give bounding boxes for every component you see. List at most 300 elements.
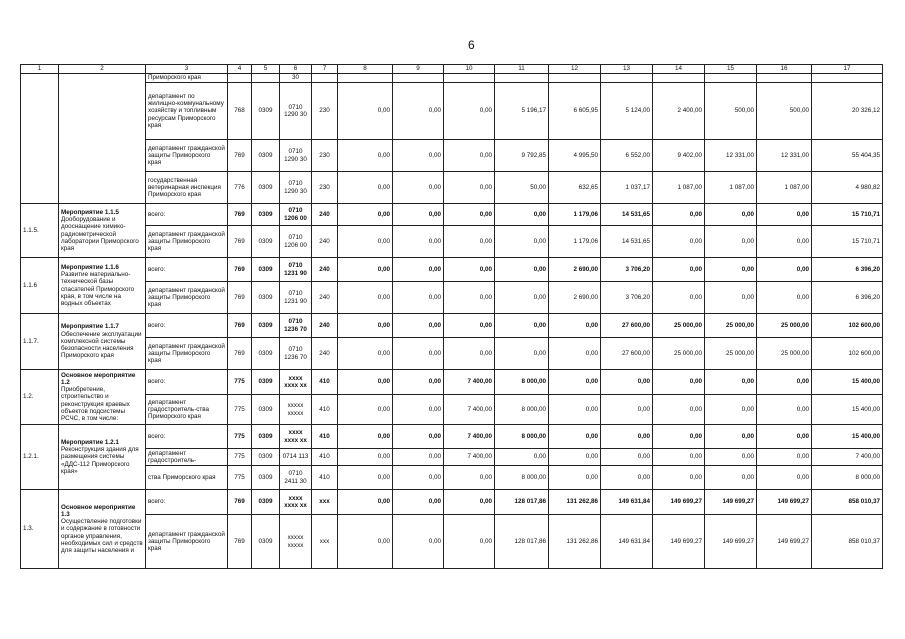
cell-value: 14 531,65 <box>601 226 653 258</box>
cell-value: 0,00 <box>393 490 444 515</box>
column-header: 5 <box>252 65 280 74</box>
activity-description: Обеспечение эксплуатации комплексной системы безопасности населения Приморского края <box>61 330 142 360</box>
cell-value: 50,00 <box>495 172 549 204</box>
cell-value: 0,00 <box>338 282 393 314</box>
table-row <box>21 258 883 282</box>
cell-executor: всего: <box>146 258 228 282</box>
cell-value: 0,00 <box>338 449 393 466</box>
cell-value: 0,00 <box>549 338 601 370</box>
cell: 769 <box>228 490 252 515</box>
cell-value: 0,00 <box>338 83 393 140</box>
cell: 0309 <box>252 515 280 569</box>
cell: 769 <box>228 226 252 258</box>
cell <box>705 74 757 83</box>
cell: 0309 <box>252 282 280 314</box>
cell-index: 1.1.6 <box>21 258 59 314</box>
cell-value: 0,00 <box>757 395 812 425</box>
cell-value: 0,00 <box>653 395 705 425</box>
cell-value: 0,00 <box>393 226 444 258</box>
cell: 0309 <box>252 338 280 370</box>
cell-value: 0,00 <box>495 226 549 258</box>
column-header: 8 <box>338 65 393 74</box>
column-header: 6 <box>280 65 312 74</box>
table-row <box>21 466 883 490</box>
cell-value: 0,00 <box>757 425 812 449</box>
cell: 0309 <box>252 314 280 338</box>
cell-value: 0,00 <box>393 204 444 226</box>
cell-executor: департамент гражданской защиты Приморского края <box>146 282 228 314</box>
cell-value: 0,00 <box>549 395 601 425</box>
cell-value: 7 400,00 <box>812 449 883 466</box>
cell-value: 149 699,27 <box>705 490 757 515</box>
header-row <box>21 65 883 74</box>
cell-executor: департамент гражданской защиты Приморского края <box>146 140 228 172</box>
cell-activity <box>59 204 146 258</box>
cell: 240 <box>312 204 338 226</box>
cell-value: 20 326,12 <box>812 83 883 140</box>
cell-code: 0714 113 <box>280 449 312 466</box>
cell-value: 0,00 <box>705 282 757 314</box>
cell-value: 0,00 <box>338 258 393 282</box>
cell-value: 0,00 <box>338 172 393 204</box>
cell-value: 5 196,17 <box>495 83 549 140</box>
cell-value: 0,00 <box>601 425 653 449</box>
cell-value: 149 699,27 <box>653 490 705 515</box>
cell-value: 0,00 <box>653 449 705 466</box>
cell-value: 6 396,20 <box>812 282 883 314</box>
cell-value: 12 331,00 <box>757 140 812 172</box>
cell <box>653 74 705 83</box>
cell: 769 <box>228 258 252 282</box>
cell-activity <box>59 314 146 370</box>
cell-value: 0,00 <box>601 370 653 395</box>
cell-activity <box>59 425 146 490</box>
cell: 230 <box>312 172 338 204</box>
cell: 0309 <box>252 258 280 282</box>
cell-value: 0,00 <box>393 395 444 425</box>
cell-value: 4 995,50 <box>549 140 601 172</box>
cell-value: 0,00 <box>757 204 812 226</box>
cell-value: 0,00 <box>393 140 444 172</box>
cell-value: 1 179,06 <box>549 226 601 258</box>
cell-value: 0,00 <box>444 172 495 204</box>
cell-value: 128 017,86 <box>495 490 549 515</box>
cell-value: 149 699,27 <box>757 515 812 569</box>
cell-value: 0,00 <box>338 515 393 569</box>
cell-executor: всего: <box>146 314 228 338</box>
table-row <box>21 515 883 569</box>
cell: 410 <box>312 449 338 466</box>
cell: 240 <box>312 282 338 314</box>
cell-value: 0,00 <box>705 370 757 395</box>
cell-executor: всего: <box>146 490 228 515</box>
cell-value: 0,00 <box>338 314 393 338</box>
cell-value: 0,00 <box>495 204 549 226</box>
cell-code: ххххх ххххх <box>280 515 312 569</box>
cell-value: 0,00 <box>601 449 653 466</box>
cell-value: 0,00 <box>444 204 495 226</box>
cell-value: 4 980,82 <box>812 172 883 204</box>
cell-value: 8 000,00 <box>495 466 549 490</box>
cell <box>228 74 252 83</box>
cell-code: ххххх ххххх <box>280 395 312 425</box>
activity-description: Реконструкция здания для размещения системы «ДДС-112 Приморского края» <box>61 446 139 475</box>
cell-value: 0,00 <box>338 370 393 395</box>
cell-value: 0,00 <box>705 449 757 466</box>
cell <box>312 74 338 83</box>
cell: 769 <box>228 515 252 569</box>
activity-title: Мероприятие 1.1.6 <box>61 263 119 271</box>
column-header: 13 <box>601 65 653 74</box>
page-number: 6 <box>468 38 475 52</box>
cell-code: 0710 1290 30 <box>280 172 312 204</box>
cell-value: 858 010,37 <box>812 490 883 515</box>
cell-value: 131 262,86 <box>549 490 601 515</box>
cell <box>757 74 812 83</box>
column-header: 16 <box>757 65 812 74</box>
cell-value: 2 690,00 <box>549 282 601 314</box>
cell-value: 25 000,00 <box>705 338 757 370</box>
cell-executor: департамент гражданской защиты Приморского края <box>146 338 228 370</box>
table-row <box>21 282 883 314</box>
cell-value: 12 331,00 <box>705 140 757 172</box>
cell-value: 25 000,00 <box>653 314 705 338</box>
cell: 0309 <box>252 466 280 490</box>
cell-value: 0,00 <box>653 226 705 258</box>
column-header: 3 <box>146 65 228 74</box>
cell-empty <box>59 74 146 204</box>
cell-code: 0710 2411 30 <box>280 466 312 490</box>
cell-value: 8 000,00 <box>495 395 549 425</box>
cell-value: 15 400,00 <box>812 425 883 449</box>
cell-value: 0,00 <box>757 466 812 490</box>
cell-value: 131 262,86 <box>549 515 601 569</box>
cell-value: 0,00 <box>549 425 601 449</box>
cell-value: 0,00 <box>601 395 653 425</box>
cell-value: 0,00 <box>705 204 757 226</box>
cell: 410 <box>312 395 338 425</box>
cell-executor: Приморского края <box>146 74 228 83</box>
cell-value: 102 600,00 <box>812 314 883 338</box>
cell-index: 1.2.1. <box>21 425 59 490</box>
cell-value: 858 010,37 <box>812 515 883 569</box>
cell: ххх <box>312 490 338 515</box>
cell-value: 0,00 <box>757 226 812 258</box>
cell-code: 0710 1231 90 <box>280 258 312 282</box>
cell-value: 0,00 <box>444 140 495 172</box>
cell-code: 0710 1206 00 <box>280 226 312 258</box>
cell-index: 1.2. <box>21 370 59 425</box>
table-row <box>21 74 883 83</box>
cell <box>444 74 495 83</box>
table-row <box>21 314 883 338</box>
cell-value: 25 000,00 <box>757 338 812 370</box>
column-header: 15 <box>705 65 757 74</box>
cell-value: 1 037,17 <box>601 172 653 204</box>
cell-value: 0,00 <box>757 449 812 466</box>
cell-value: 0,00 <box>338 395 393 425</box>
cell: 0309 <box>252 425 280 449</box>
activity-description: Развитие материально-технической базы спасателей Приморского края, в том числе на водных объектах <box>61 271 135 307</box>
cell-value: 15 710,71 <box>812 204 883 226</box>
cell: 240 <box>312 314 338 338</box>
table-row <box>21 395 883 425</box>
column-header: 17 <box>812 65 883 74</box>
cell: 240 <box>312 226 338 258</box>
cell-value: 0,00 <box>653 425 705 449</box>
activity-description: Дооборудование и дооснащение химико-радиометрической лаборатории Приморского края <box>61 216 139 252</box>
activity-title: Основное мероприятие 1.2 <box>61 371 136 386</box>
cell-value: 149 631,84 <box>601 515 653 569</box>
cell-code: 30 <box>280 74 312 83</box>
cell: 410 <box>312 466 338 490</box>
cell-code: хххх хххх хх <box>280 370 312 395</box>
cell-value: 149 699,27 <box>653 515 705 569</box>
cell-executor: департамент по жилищно-коммунальному хозяйству и топливным ресурсам Приморского края <box>146 83 228 140</box>
cell-value: 0,00 <box>444 338 495 370</box>
cell-value: 5 124,00 <box>601 83 653 140</box>
cell-value: 149 699,27 <box>705 515 757 569</box>
table-row <box>21 204 883 226</box>
activity-title: Основное мероприятие 1.3 <box>61 503 136 518</box>
cell-value: 3 706,20 <box>601 258 653 282</box>
cell-value: 0,00 <box>549 449 601 466</box>
cell: 775 <box>228 395 252 425</box>
cell-value: 2 400,00 <box>653 83 705 140</box>
cell <box>495 74 549 83</box>
cell-code: хххх хххх хх <box>280 490 312 515</box>
cell-value: 0,00 <box>393 425 444 449</box>
table-row <box>21 226 883 258</box>
table-row <box>21 140 883 172</box>
cell-value: 0,00 <box>757 282 812 314</box>
column-header: 9 <box>393 65 444 74</box>
cell-value: 149 699,27 <box>757 490 812 515</box>
cell <box>601 74 653 83</box>
cell-value: 0,00 <box>444 515 495 569</box>
cell-value: 0,00 <box>495 258 549 282</box>
table-row <box>21 172 883 204</box>
cell-code: 0710 1206 00 <box>280 204 312 226</box>
cell: 0309 <box>252 172 280 204</box>
cell: 230 <box>312 83 338 140</box>
cell: 769 <box>228 204 252 226</box>
cell: 769 <box>228 282 252 314</box>
cell-value: 0,00 <box>705 425 757 449</box>
cell-value: 0,00 <box>393 282 444 314</box>
cell-value: 1 179,06 <box>549 204 601 226</box>
cell-executor: департамент гражданской защиты Приморского края <box>146 515 228 569</box>
cell-value: 0,00 <box>601 466 653 490</box>
cell: 775 <box>228 466 252 490</box>
cell: 410 <box>312 425 338 449</box>
cell: 775 <box>228 425 252 449</box>
cell-value: 0,00 <box>495 338 549 370</box>
cell-value: 0,00 <box>705 258 757 282</box>
cell: 775 <box>228 370 252 395</box>
cell-value: 1 087,00 <box>705 172 757 204</box>
table-row <box>21 490 883 515</box>
cell-value: 0,00 <box>338 425 393 449</box>
cell-value: 9 402,00 <box>653 140 705 172</box>
cell <box>252 74 280 83</box>
cell-executor: всего: <box>146 204 228 226</box>
cell-value: 0,00 <box>393 466 444 490</box>
cell-value: 9 792,85 <box>495 140 549 172</box>
activity-title: Мероприятие 1.2.1 <box>61 438 119 446</box>
cell-value: 0,00 <box>495 282 549 314</box>
cell: 0309 <box>252 395 280 425</box>
cell-value: 0,00 <box>393 370 444 395</box>
table-row <box>21 425 883 449</box>
column-header: 7 <box>312 65 338 74</box>
cell-value: 0,00 <box>393 172 444 204</box>
cell-value: 0,00 <box>393 314 444 338</box>
cell-value: 0,00 <box>393 258 444 282</box>
cell-value: 0,00 <box>393 338 444 370</box>
cell-value: 0,00 <box>653 258 705 282</box>
cell-index: 1.1.7. <box>21 314 59 370</box>
table-row <box>21 338 883 370</box>
cell-value: 8 000,00 <box>495 425 549 449</box>
column-header: 11 <box>495 65 549 74</box>
column-header: 12 <box>549 65 601 74</box>
column-header: 2 <box>59 65 146 74</box>
activity-description: Осуществление подготовки и содержание в готовности органов управления, необходимых сил и средств для защиты населения и <box>61 518 143 554</box>
cell-value: 27 600,00 <box>601 314 653 338</box>
cell-value: 15 710,71 <box>812 226 883 258</box>
cell-value: 0,00 <box>393 449 444 466</box>
cell-value: 0,00 <box>444 490 495 515</box>
cell-value: 632,65 <box>549 172 601 204</box>
cell-value: 0,00 <box>444 314 495 338</box>
cell-executor: всего: <box>146 425 228 449</box>
cell-value: 0,00 <box>338 466 393 490</box>
cell-value: 25 000,00 <box>653 338 705 370</box>
cell-value: 0,00 <box>705 395 757 425</box>
budget-table <box>20 64 883 569</box>
cell-value: 7 400,00 <box>444 370 495 395</box>
cell-value: 0,00 <box>705 466 757 490</box>
cell-value: 0,00 <box>393 83 444 140</box>
cell: 0309 <box>252 226 280 258</box>
cell-executor: государственная ветеринарная инспекция Приморского края <box>146 172 228 204</box>
cell-executor: всего: <box>146 370 228 395</box>
cell-value: 149 631,84 <box>601 490 653 515</box>
cell: 769 <box>228 140 252 172</box>
cell-value: 0,00 <box>757 258 812 282</box>
column-header: 4 <box>228 65 252 74</box>
cell-value: 0,00 <box>495 449 549 466</box>
cell-value: 27 600,00 <box>601 338 653 370</box>
cell-value: 0,00 <box>338 140 393 172</box>
cell-value: 25 000,00 <box>757 314 812 338</box>
cell-value: 0,00 <box>653 282 705 314</box>
cell-value: 0,00 <box>338 490 393 515</box>
cell-value: 6 552,00 <box>601 140 653 172</box>
cell-value: 7 400,00 <box>444 425 495 449</box>
cell-empty <box>21 74 59 204</box>
cell-value: 0,00 <box>338 226 393 258</box>
cell-value: 0,00 <box>653 370 705 395</box>
cell-code: 0710 1236 70 <box>280 338 312 370</box>
cell: 768 <box>228 83 252 140</box>
cell-activity <box>59 258 146 314</box>
cell-value: 500,00 <box>757 83 812 140</box>
cell-executor: ства Приморского края <box>146 466 228 490</box>
cell-value: 6 396,20 <box>812 258 883 282</box>
cell-value: 7 400,00 <box>444 449 495 466</box>
cell: 0309 <box>252 140 280 172</box>
cell-index: 1.3. <box>21 490 59 569</box>
cell-value: 1 087,00 <box>757 172 812 204</box>
cell-code: хххх хххх хх <box>280 425 312 449</box>
cell-value: 0,00 <box>444 83 495 140</box>
cell-value: 14 531,65 <box>601 204 653 226</box>
activity-description: Приобретение, строительство и реконструкция краевых объектов подсистемы РСЧС, в том числе: <box>61 386 130 422</box>
cell-value: 8 000,00 <box>812 466 883 490</box>
cell: 776 <box>228 172 252 204</box>
cell-value: 0,00 <box>444 226 495 258</box>
cell-value: 0,00 <box>705 226 757 258</box>
activity-title: Мероприятие 1.1.5 <box>61 208 119 216</box>
cell-value: 500,00 <box>705 83 757 140</box>
cell: ххх <box>312 515 338 569</box>
cell-executor: департамент гражданской защиты Приморского края <box>146 226 228 258</box>
cell: 0309 <box>252 449 280 466</box>
cell-value: 0,00 <box>653 466 705 490</box>
cell-value: 15 400,00 <box>812 370 883 395</box>
cell-executor: департамент градостроитель- <box>146 449 228 466</box>
cell-executor: департамент градостроитель-ства Приморского края <box>146 395 228 425</box>
cell <box>393 74 444 83</box>
cell-code: 0710 1231 90 <box>280 282 312 314</box>
cell-value: 0,00 <box>338 204 393 226</box>
cell-activity <box>59 490 146 569</box>
cell: 240 <box>312 258 338 282</box>
cell-value: 1 087,00 <box>653 172 705 204</box>
cell: 775 <box>228 449 252 466</box>
cell-value: 0,00 <box>549 314 601 338</box>
cell: 0309 <box>252 83 280 140</box>
cell-value: 25 000,00 <box>705 314 757 338</box>
cell: 769 <box>228 338 252 370</box>
cell-value: 55 404,35 <box>812 140 883 172</box>
cell-index: 1.1.5. <box>21 204 59 258</box>
cell-value: 128 017,86 <box>495 515 549 569</box>
cell: 0309 <box>252 204 280 226</box>
cell-value: 0,00 <box>338 338 393 370</box>
cell-value: 0,00 <box>757 370 812 395</box>
cell-value: 0,00 <box>444 466 495 490</box>
cell-value: 0,00 <box>495 314 549 338</box>
cell-value: 0,00 <box>393 515 444 569</box>
cell: 240 <box>312 338 338 370</box>
cell-value: 0,00 <box>549 466 601 490</box>
cell-value: 2 690,00 <box>549 258 601 282</box>
column-header: 14 <box>653 65 705 74</box>
cell: 230 <box>312 140 338 172</box>
cell: 0309 <box>252 490 280 515</box>
cell: 0309 <box>252 370 280 395</box>
cell-value: 6 605,95 <box>549 83 601 140</box>
cell-value: 0,00 <box>653 204 705 226</box>
table-row <box>21 83 883 140</box>
cell-value: 8 000,00 <box>495 370 549 395</box>
activity-title: Мероприятие 1.1.7 <box>61 323 119 331</box>
cell: 410 <box>312 370 338 395</box>
cell-value: 0,00 <box>444 282 495 314</box>
